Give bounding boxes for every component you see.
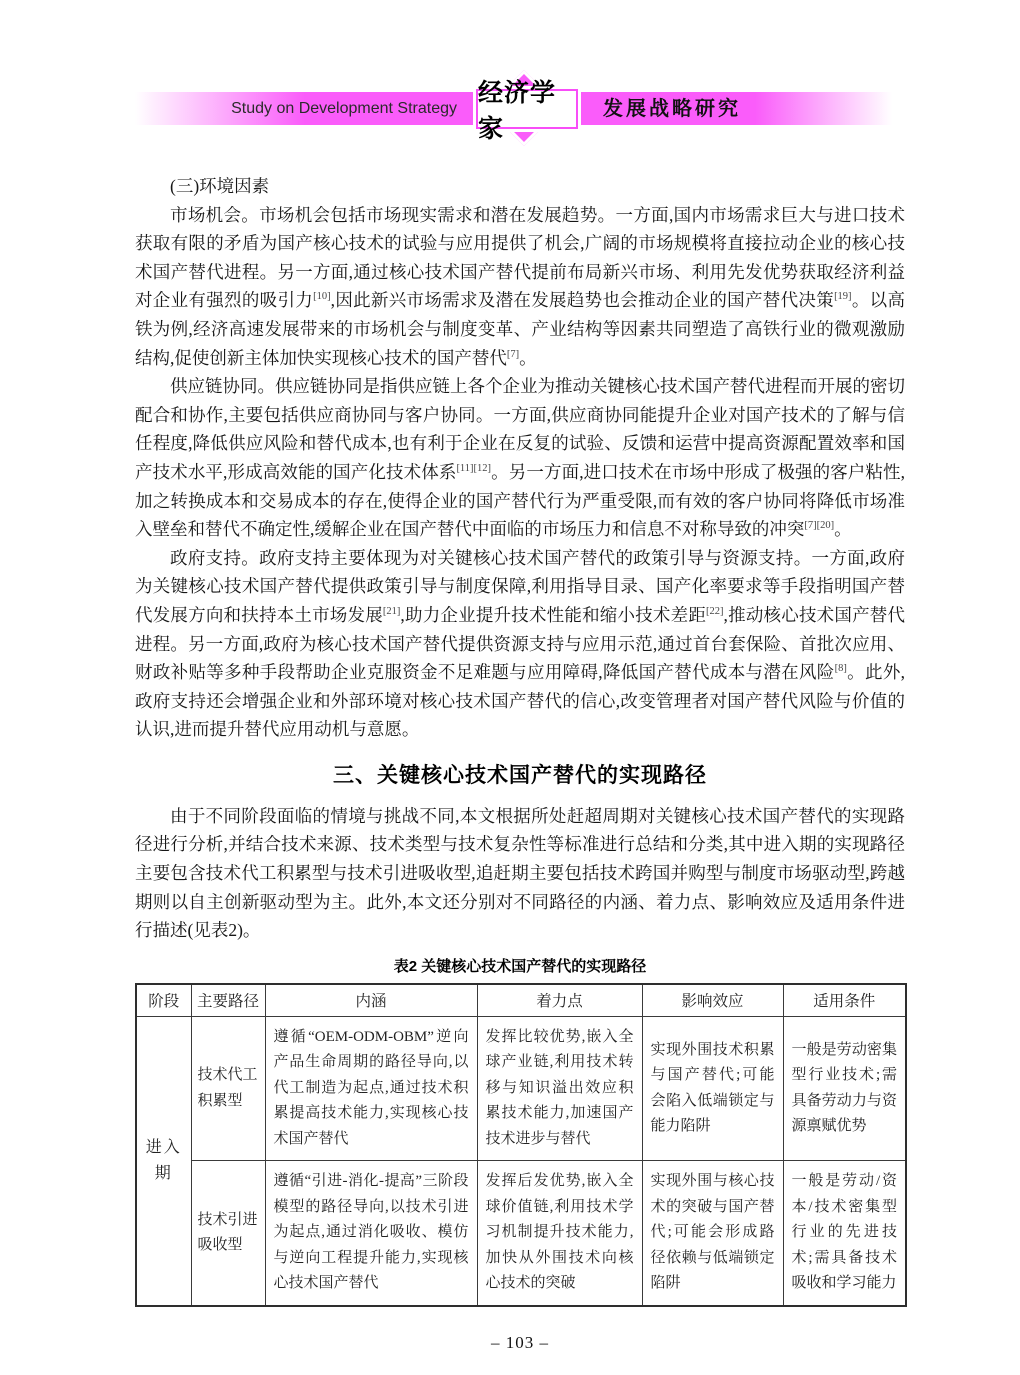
paragraph-supply-chain: 供应链协同。供应链协同是指供应链上各个企业为推动关键核心技术国产替代进程而开展的密切配合和协作,主要包括供应商协同与客户协同。一方面,供应商协同能提升企业对国产技术的了解与信任程度,降低供应风险和替代成本,也有利于企业在反复的试验、反馈和运营中提高资源配置效率和国产技术水平,形成高效能的国产化技术体系[11][12]。另一方面,进口技术在市场中形成了极强的客户粘性,加之转换成本和交易成本的存在,使得企业的国产替代行为严重受限,而有效的客户协同将降低市场准入壁垒和替代不确定性,缓解企业在国产替代中面临的市场压力和信息不对称导致的冲突[7][20]。 xyxy=(135,376,906,540)
paragraph-section-intro: 由于不同阶段面临的情境与挑战不同,本文根据所处赶超周期对关键核心技术国产替代的实现路径进行分析,并结合技术来源、技术类型与技术复杂性等标准进行总结和分类,其中进入期的实现路径主要包含技术代工积累型与技术引进吸收型,追赶期主要包括技术跨国并购型与制度市场驱动型,跨越期则以自主创新驱动型为主。此外,本文还分别对不同路径的内涵、着力点、影响效应及适用条件进行描述(见表2)。 xyxy=(135,805,905,941)
paths-table xyxy=(135,983,907,1307)
col-header-effect: 影响效应 xyxy=(642,984,783,1017)
condition-cell: 一般是劳动/资本/技术密集型行业的先进技术;需具备技术吸收和学习能力 xyxy=(783,1161,906,1306)
table-caption: 表2 关键核心技术国产替代的实现路径 xyxy=(393,957,647,975)
paragraph-government-support: 政府支持。政府支持主要体现为对关键核心技术国产替代的政策引导与资源支持。一方面,政府为关键核心技术国产替代提供政策引导与制度保障,利用指导目录、国产化率要求等手段指明国产替代发展方向和扶持本土市场发展[21],助力企业提升技术性能和缩小技术差距[22],推动核心技术国产替代进程。另一方面,政府为核心技术国产替代提供资源支持与应用示范,通过首台套保险、首批次应用、财政补贴等多种手段帮助企业克服资金不足难题与应用障碍,降低国产替代成本与潜在风险[8]。此外,政府支持还会增强企业和外部环境对核心技术国产替代的信心,改变管理者对国产替代风险与价值的认识,进而提升替代应用动机与意愿。 xyxy=(135,547,906,740)
section-title: 三、关键核心技术国产替代的实现路径 xyxy=(333,763,707,787)
connotation-cell: 遵循“OEM-ODM-OBM”逆向产品生命周期的路径导向,以代工制造为起点,通过技术积累提高技术能力,实现核心技术国产替代 xyxy=(265,1016,477,1161)
table-row xyxy=(136,1016,906,1161)
article-body xyxy=(135,172,905,1353)
effect-cell: 实现外围与核心技术的突破与国产替代;可能会形成路径依赖与低端锁定陷阱 xyxy=(642,1161,783,1306)
table-header-row xyxy=(136,984,906,1017)
connotation-cell: 遵循“引进-消化-提高”三阶段模型的路径导向,以技术引进为起点,通过消化吸收、模仿与逆向工程提升能力,实现核心技术国产替代 xyxy=(265,1161,477,1306)
col-header-connotation: 内涵 xyxy=(265,984,477,1017)
journal-english-title: Study on Development Strategy xyxy=(231,100,457,117)
path-cell: 技术引进吸收型 xyxy=(191,1161,265,1306)
focus-cell: 发挥比较优势,嵌入全球产业链,利用技术转移与知识溢出效应积累技术能力,加速国产技术进步与替代 xyxy=(477,1016,642,1161)
col-header-condition: 适用条件 xyxy=(783,984,906,1017)
condition-cell: 一般是劳动密集型行业技术;需具备劳动力与资源禀赋优势 xyxy=(783,1016,906,1161)
paragraph-market-opportunity: 市场机会。市场机会包括市场现实需求和潜在发展趋势。一方面,国内市场需求巨大与进口技术获取有限的矛盾为国产核心技术的试验与应用提供了机会,广阔的市场规模将直接拉动企业的核心技术国产替代进程。另一方面,通过核心技术国产替代提前布局新兴市场、利用先发优势获取经济利益对企业有强烈的吸引力[10],因此新兴市场需求及潜在发展趋势也会推动企业的国产替代决策[19]。以高铁为例,经济高速发展带来的市场机会与制度变革、产业结构等因素共同塑造了高铁行业的微观激励结构,促使创新主体加快实现核心技术的国产替代[7]。 xyxy=(135,204,905,368)
page-number: – 103 – xyxy=(491,1332,549,1352)
col-header-stage: 阶段 xyxy=(136,984,191,1017)
journal-logo: 经济学家 xyxy=(476,89,578,129)
journal-header-band xyxy=(135,79,895,143)
column-title: 发展战略研究 xyxy=(603,98,741,120)
col-header-path: 主要路径 xyxy=(191,984,265,1017)
col-header-focus: 着力点 xyxy=(477,984,642,1017)
path-cell: 技术代工积累型 xyxy=(191,1016,265,1161)
sub-heading: (三)环境因素 xyxy=(170,176,270,196)
focus-cell: 发挥后发优势,嵌入全球价值链,利用技术学习机制提升技术能力,加快从外围技术向核心技术的突破 xyxy=(477,1161,642,1306)
effect-cell: 实现外围技术积累与国产替代;可能会陷入低端锁定与能力陷阱 xyxy=(642,1016,783,1161)
stage-cell: 进入期 xyxy=(136,1016,191,1306)
table-row xyxy=(136,1161,906,1306)
